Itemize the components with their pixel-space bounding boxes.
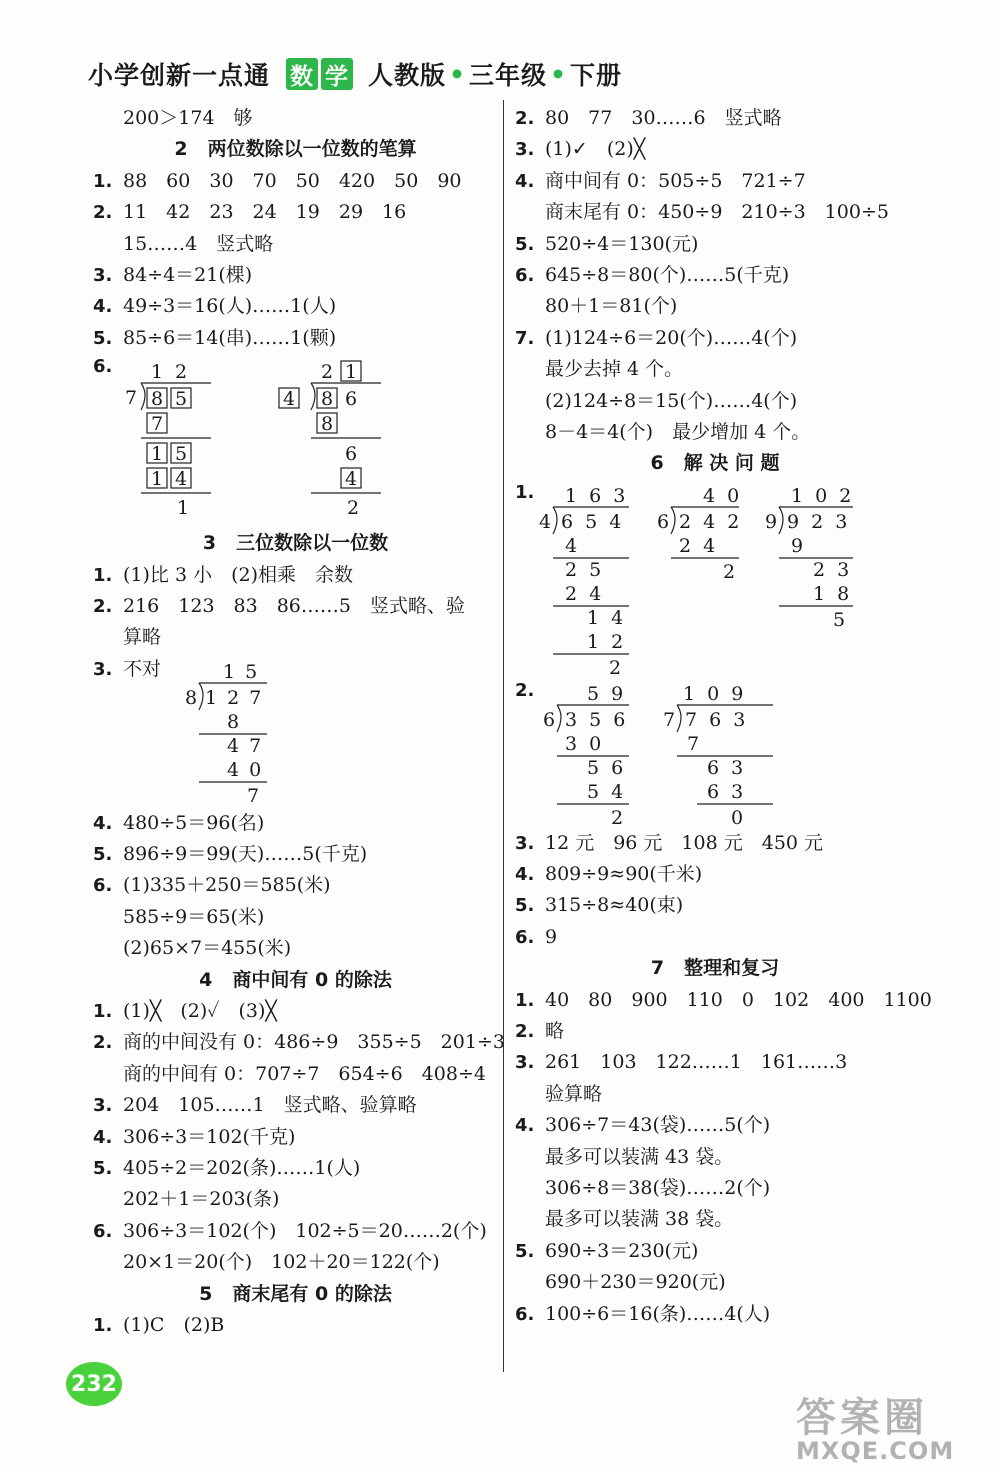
boxed-digit: 4 xyxy=(283,388,296,411)
answer-line: 80＋1＝81(个) xyxy=(545,295,678,318)
division-bracket xyxy=(141,383,145,410)
boxed-digit: 4 xyxy=(345,468,358,491)
remainder: 2 xyxy=(723,560,736,583)
partial-product: 5 4 xyxy=(587,780,627,803)
dividend: 7 6 3 xyxy=(685,708,749,731)
answer-item: 5. 896÷9＝99(天)……5(千克) xyxy=(93,843,368,866)
subject-char-2: 学 xyxy=(321,58,353,90)
answer-item: 5. 520÷4＝130(元) xyxy=(515,232,699,255)
divisor: 4 xyxy=(539,510,552,533)
partial-product: 2 4 xyxy=(679,534,719,557)
quotient: 5 9 xyxy=(587,682,627,705)
quotient: 1 0 9 xyxy=(683,682,747,705)
answer-item: 4. 306÷7＝43(袋)……5(个) xyxy=(515,1114,771,1137)
right-column xyxy=(515,103,932,1330)
answer-line: 算略 xyxy=(123,626,162,649)
long-division-set-1 xyxy=(515,480,915,678)
boxed-digit: 8 xyxy=(321,413,334,436)
dividend: 2 4 2 xyxy=(679,510,743,533)
quotient: 1 6 3 xyxy=(565,484,629,507)
answer-line: 306÷8＝38(袋)……2(个) xyxy=(545,1176,771,1199)
answer-line: 202＋1＝203(条) xyxy=(123,1188,280,1211)
partial-remainder: 2 5 xyxy=(565,558,605,581)
answer-item-6: 6. 1 2 7 8 5 7 1 5 1 4 1 2 1 4 8 6 8 6 4 2 xyxy=(93,354,498,528)
answer-item: 4. 809÷9≈90(千米) xyxy=(515,863,703,886)
long-division-d xyxy=(539,485,629,678)
answer-item: 4. 306÷3＝102(千克) xyxy=(93,1125,296,1148)
remainder: 2 xyxy=(611,806,624,828)
quotient: 1 0 2 xyxy=(791,484,855,507)
partial-product: 2 4 xyxy=(565,582,605,605)
answer-item: 2. 80 77 30……6 竖式略 xyxy=(515,107,782,129)
separator-dot: • xyxy=(449,59,467,89)
division-bracket xyxy=(557,705,561,732)
answer-item: 3. (1)✓ (2)╳ xyxy=(515,138,646,161)
boxed-digit: 1 xyxy=(151,443,164,466)
separator-dot: • xyxy=(550,59,568,89)
answer-item: 3. 84÷4＝21(棵) xyxy=(93,263,253,286)
watermark-text: 答案圈 xyxy=(796,1395,928,1441)
answer-item: 1. (1)╳ (2)✓ (3)╳ xyxy=(93,1000,277,1023)
answer-line: 8－4＝4(个) 最少增加 4 个。 xyxy=(545,420,811,443)
answer-line: (2)65×7＝455(米) xyxy=(123,937,292,960)
section-heading: 5 商末尾有 0 的除法 xyxy=(199,1282,392,1305)
edition: 人教版 xyxy=(368,61,447,90)
answer-item: 2. 216 123 83 86……5 竖式略、验 xyxy=(93,594,465,617)
answer-item-3: 3. 不对 1 5 8 1 2 7 8 4 7 4 0 7 xyxy=(93,654,498,808)
divisor: 6 xyxy=(657,510,670,533)
answer-item: 6. (1)335＋250＝585(米) xyxy=(93,874,331,897)
answer-item: 3. 204 105……1 竖式略、验算略 xyxy=(93,1094,417,1117)
dividend: 9 2 3 xyxy=(787,510,851,533)
answer-item: 6. 645÷8＝80(个)……5(千克) xyxy=(515,263,790,286)
book-title: 小学创新一点通 xyxy=(88,61,271,90)
partial-product: 9 xyxy=(791,534,804,557)
dividend: 6 5 4 xyxy=(561,510,625,533)
left-column xyxy=(93,103,505,1341)
answer-line: 200＞174 够 xyxy=(123,107,253,129)
answer-item: 5. 690÷3＝230(元) xyxy=(515,1239,699,1262)
answer-item: 4. 480÷5＝96(名) xyxy=(93,811,265,834)
quotient: 1 5 xyxy=(223,660,260,683)
answer-item: 3. 12 元 96 元 108 元 450 元 xyxy=(515,831,824,854)
answer-item: 4. 49÷3＝16(人)……1(人) xyxy=(93,295,337,318)
remainder: 5 xyxy=(833,608,846,631)
boxed-digit: 4 xyxy=(175,468,188,491)
partial-remainder: 5 6 xyxy=(587,756,627,779)
dividend: 1 2 7 xyxy=(205,686,264,709)
section-heading: 7 整理和复习 xyxy=(650,957,780,980)
remainder: 1 xyxy=(177,497,190,520)
divisor: 9 xyxy=(765,510,778,533)
watermark-logo xyxy=(796,1386,990,1465)
partial-product: 4 xyxy=(565,534,578,557)
answer-line: 商的中间有 0：707÷7 654÷6 408÷4 xyxy=(123,1062,486,1085)
quotient-digit: 1 xyxy=(151,361,164,384)
answer-line: 690＋230＝920(元) xyxy=(545,1271,726,1294)
grade: 三年级 xyxy=(469,61,548,90)
boxed-digit: 1 xyxy=(151,468,164,491)
boxed-digit: 1 xyxy=(345,361,358,384)
divisor: 7 xyxy=(125,387,138,410)
partial-remainder: 6 xyxy=(345,443,358,466)
quotient-digit: 2 xyxy=(321,361,334,384)
partial-remainder: 1 4 xyxy=(587,606,627,629)
answer-item: 5. 85÷6＝14(串)……1(颗) xyxy=(93,326,337,349)
boxed-digit: 5 xyxy=(175,443,188,466)
volume: 下册 xyxy=(570,61,623,90)
answer-item: 2. 略 xyxy=(515,1020,565,1043)
subject-char-1: 数 xyxy=(286,58,318,90)
long-division-f xyxy=(765,485,854,631)
remainder: 2 xyxy=(609,656,622,678)
long-division-pair xyxy=(93,354,493,528)
answer-item: 1. 88 60 30 70 50 420 50 90 xyxy=(93,169,462,192)
answer-item: 3. 261 103 122……1 161……3 xyxy=(515,1051,848,1074)
watermark-url: MXQE.COM xyxy=(796,1437,955,1465)
remainder: 7 xyxy=(247,784,260,807)
long-division-h xyxy=(663,683,773,828)
partial-product: 3 0 xyxy=(565,732,605,755)
answer-line: (2)124÷8＝15(个)……4(个) xyxy=(545,389,798,412)
partial-product: 6 3 xyxy=(707,780,747,803)
section-heading: 6 解 决 问 题 xyxy=(650,452,780,475)
answer-item-2: 2. 5 9 6 3 5 6 3 0 5 6 5 4 2 1 0 9 7 7 6 3 7 6 3 6 3 0 xyxy=(515,678,915,828)
long-division-set-2 xyxy=(515,678,915,828)
page-header xyxy=(88,56,622,92)
dividend-digit: 6 xyxy=(345,388,358,411)
answer-item: 6. 306÷3＝102(个) 102÷5＝20……2(个) xyxy=(93,1219,487,1242)
long-division-g xyxy=(543,683,629,828)
partial-product: 8 xyxy=(227,710,240,733)
answer-item: 1. (1)C (2)B xyxy=(93,1313,225,1336)
section-heading: 3 三位数除以一位数 xyxy=(202,532,389,555)
answer-item: 1. (1)比 3 小 (2)相乘 余数 xyxy=(93,563,353,586)
answer-line: 最多可以装满 38 袋。 xyxy=(545,1208,734,1231)
partial-remainder: 4 7 xyxy=(227,734,264,757)
dividend: 3 5 6 xyxy=(565,708,629,731)
division-bracket xyxy=(671,507,675,534)
boxed-digit: 5 xyxy=(175,388,188,411)
long-division-c xyxy=(183,654,483,808)
divisor: 8 xyxy=(185,686,198,709)
answer-item-1: 1. 1 6 3 4 6 5 4 4 2 5 2 4 1 4 1 2 2 4 0 6 2 4 2 2 4 2 1 0 2 9 9 2 3 9 2 3 1 8 5 xyxy=(515,480,915,678)
remainder: 2 xyxy=(347,497,360,520)
answer-item: 1. 40 80 900 110 0 102 400 1100 xyxy=(515,988,932,1011)
answer-line: 20×1＝20(个) 102＋20＝122(个) xyxy=(123,1251,440,1274)
answer-item: 4. 商中间有 0：505÷5 721÷7 xyxy=(515,169,806,192)
partial-remainder: 2 3 xyxy=(813,558,853,581)
boxed-digit: 7 xyxy=(151,413,164,436)
partial-product: 7 xyxy=(687,732,700,755)
quotient-digit: 2 xyxy=(175,361,188,384)
divisor: 6 xyxy=(543,708,556,731)
division-bracket xyxy=(553,507,557,534)
subject-badge xyxy=(286,58,356,90)
answer-line: 验算略 xyxy=(545,1082,603,1105)
division-bracket xyxy=(199,683,203,710)
answer-item: 2. 商的中间没有 0：486÷9 355÷5 201÷3 xyxy=(93,1031,505,1054)
boxed-digit: 8 xyxy=(321,388,334,411)
answer-line: 585÷9＝65(米) xyxy=(123,905,265,928)
partial-remainder: 6 3 xyxy=(707,756,747,779)
partial-product: 1 2 xyxy=(587,630,627,653)
boxed-digit: 8 xyxy=(151,388,164,411)
quotient: 4 0 xyxy=(703,484,743,507)
answer-line: 商末尾有 0：450÷9 210÷3 100÷5 xyxy=(545,201,889,224)
answer-item: 2. 11 42 23 24 19 29 16 xyxy=(93,201,407,224)
answer-line: 最多可以装满 43 袋。 xyxy=(545,1145,734,1168)
partial-product: 4 0 xyxy=(227,758,264,781)
division-bracket xyxy=(677,705,681,732)
section-heading: 2 两位数除以一位数的笔算 xyxy=(174,138,417,161)
section-heading: 4 商中间有 0 的除法 xyxy=(199,968,392,991)
answer-item: 6. 9 xyxy=(515,925,558,948)
long-division-a xyxy=(125,361,211,519)
answer-item: 7. (1)124÷6＝20(个)……4(个) xyxy=(515,326,798,349)
division-bracket xyxy=(779,507,783,534)
remainder: 0 xyxy=(731,806,744,828)
answer-item: 5. 315÷8≈40(束) xyxy=(515,894,684,917)
divisor: 7 xyxy=(663,708,676,731)
answer-item: 6. 100÷6＝16(条)……4(人) xyxy=(515,1302,771,1325)
division-bracket xyxy=(311,383,315,410)
column-divider xyxy=(503,100,504,1372)
long-division-b xyxy=(279,361,381,519)
answer-line: 最少去掉 4 个。 xyxy=(545,358,684,381)
partial-product: 1 8 xyxy=(813,582,853,605)
answer-line: 15……4 竖式略 xyxy=(123,232,274,255)
page-number-badge: 232 xyxy=(66,1362,122,1406)
answer-item: 5. 405÷2＝202(条)……1(人) xyxy=(93,1156,361,1179)
long-division-e xyxy=(657,485,742,583)
